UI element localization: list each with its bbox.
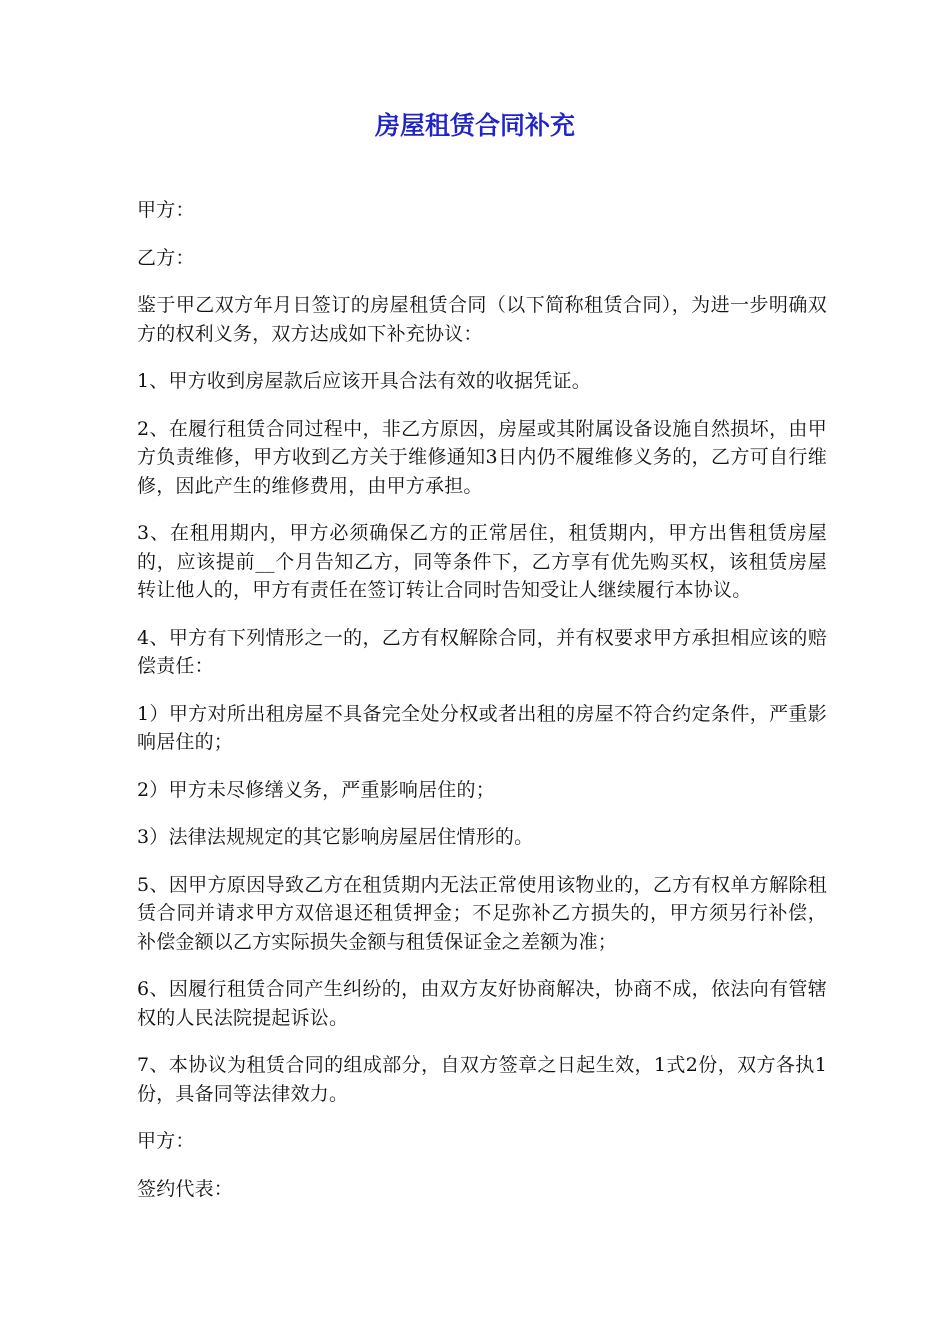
- clause-2: 2、在履行租赁合同过程中，非乙方原因，房屋或其附属设备设施自然损坏，由甲方负责维修，甲方收到乙方关于维修通知3日内仍不履维修义务的，乙方可自行维修，因此产生的维修费用，由甲方承担。: [137, 417, 827, 497]
- clause-6: 6、因履行租赁合同产生纠纷的，由双方友好协商解决，协商不成，依法向有管辖权的人民法院提起诉讼。: [137, 978, 827, 1029]
- party-b-label: 乙方：: [137, 246, 195, 269]
- clause-4-item-2: 2）甲方未尽修缮义务，严重影响居住的；: [137, 778, 495, 801]
- clause-4-item-1: 1）甲方对所出租房屋不具备完全处分权或者出租的房屋不符合约定条件，严重影响居住的；: [137, 702, 827, 753]
- clause-1: 1、甲方收到房屋款后应该开具合法有效的收据凭证。: [137, 370, 591, 392]
- clause-4: 4、甲方有下列情形之一的，乙方有权解除合同，并有权要求甲方承担相应该的赔偿责任：: [137, 626, 827, 677]
- clause-5: 5、因甲方原因导致乙方在租赁期内无法正常使用该物业的，乙方有权单方解除租赁合同并请求甲方双倍退还租赁押金；不足弥补乙方损失的，甲方须另行补偿，补偿金额以乙方实际损失金额与租赁保证金之差额为准；: [137, 873, 827, 953]
- document-body: [137, 196, 827, 1222]
- signature-representative: 签约代表：: [137, 1177, 234, 1200]
- clause-7: 7、本协议为租赁合同的组成部分，自双方签章之日起生效，1式2份，双方各执1份，具备同等法律效力。: [137, 1054, 827, 1105]
- party-a-label: 甲方：: [137, 199, 195, 221]
- document-title: 房屋租赁合同补充: [374, 111, 575, 140]
- clause-4-item-3: 3）法律法规规定的其它影响房屋居住情形的。: [137, 826, 534, 848]
- clause-3: 3、在租用期内，甲方必须确保乙方的正常居住，租赁期内，甲方出售租赁房屋的，应该提前__个月告知乙方，同等条件下，乙方享有优先购买权，该租赁房屋转让他人的，甲方有责任在签订转让合同时告知受让人继续履行本协议。: [137, 522, 827, 601]
- preamble-paragraph: 鉴于甲乙双方年月日签订的房屋租赁合同（以下简称租赁合同），为进一步明确双方的权利义务，双方达成如下补充协议：: [137, 294, 827, 345]
- signature-party-a: 甲方：: [137, 1130, 195, 1152]
